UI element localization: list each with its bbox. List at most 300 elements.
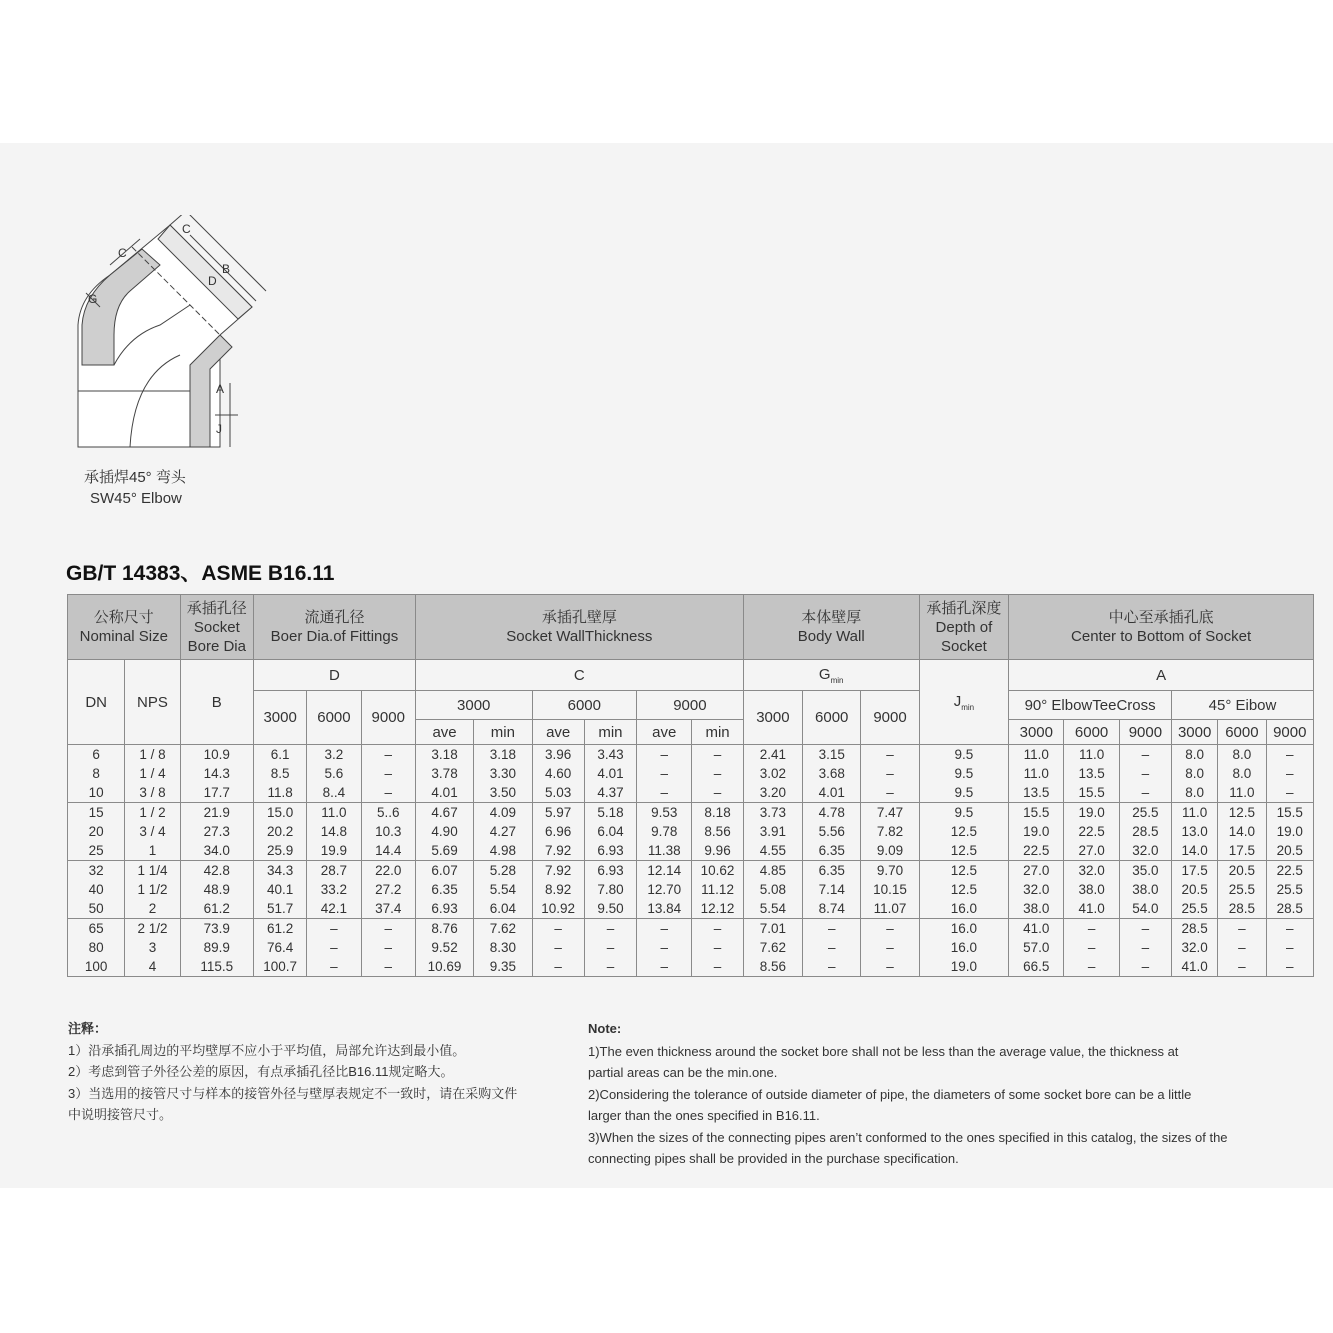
table-cell-d9000 <box>361 745 415 803</box>
table-row-group <box>68 919 1314 977</box>
table-value: 3.68 <box>818 766 845 781</box>
table-value: 5.97 <box>545 805 572 820</box>
header-a45-9000: 9000 <box>1266 720 1313 745</box>
table-cell-d6000 <box>307 745 361 803</box>
table-value: – <box>1141 785 1150 800</box>
notes-cn-line-1: 1）沿承插孔周边的平均壁厚不应小于平均值，局部允许达到最小值。 <box>68 1042 466 1058</box>
table-value: 11.0 <box>1078 747 1105 762</box>
table-value: – <box>384 921 392 936</box>
table-value: 15 <box>88 805 104 820</box>
header-socket-wall: 承插孔壁厚 Socket WallThickness <box>415 595 743 660</box>
table-value: – <box>554 959 562 974</box>
table-value: 12.5 <box>1228 805 1256 820</box>
table-value: 20.2 <box>267 824 294 839</box>
table-value: 8.74 <box>818 901 845 916</box>
table-value: – <box>1141 747 1150 762</box>
table-value: – <box>1141 921 1150 936</box>
table-cell-d3000 <box>254 745 307 803</box>
table-value: 14.8 <box>320 824 348 839</box>
table-value: 25.5 <box>1181 901 1208 916</box>
table-value: 25.5 <box>1276 882 1303 897</box>
table-cell-a45-6000 <box>1218 803 1266 861</box>
table-value: 19.9 <box>320 843 348 858</box>
table-cell-c9000min <box>692 861 743 919</box>
table-cell-c3000ave <box>415 861 473 919</box>
notes-cn-heading: 注释： <box>68 1021 108 1036</box>
header-d: D <box>254 660 416 691</box>
table-cell-g9000 <box>861 861 919 919</box>
table-value: – <box>1286 785 1294 800</box>
header-center-bottom: 中心至承插孔底 Center to Bottom of Socket <box>1009 595 1314 660</box>
table-cell-c9000min <box>692 745 743 803</box>
table-cell-d9000 <box>361 861 415 919</box>
table-value: 48.9 <box>203 882 230 897</box>
table-value: 6.35 <box>818 843 845 858</box>
dim-label-a: A <box>216 382 225 396</box>
table-value: – <box>384 766 392 781</box>
table-value: 13.84 <box>647 901 682 916</box>
table-cell-d9000 <box>361 803 415 861</box>
table-value: – <box>1087 959 1096 974</box>
table-value: 4.98 <box>489 843 517 858</box>
table-value: 7.92 <box>545 843 572 858</box>
table-value: – <box>660 766 668 781</box>
table-value: 16.0 <box>950 901 978 916</box>
table-cell-a90-6000 <box>1064 803 1119 861</box>
table-cell-a90-3000 <box>1009 919 1064 977</box>
table-value: 7.62 <box>759 940 787 955</box>
table-value: – <box>606 940 615 955</box>
header-d-6000: 6000 <box>307 691 361 745</box>
table-value: 5.56 <box>818 824 845 839</box>
table-value: 12.14 <box>647 863 682 878</box>
standard-title: GB/T 14383、ASME B16.11 <box>66 562 335 585</box>
table-value: 3.43 <box>597 747 624 762</box>
table-cell-c9000min <box>692 803 743 861</box>
table-body <box>68 745 1314 977</box>
table-value: 2 1/2 <box>137 921 168 936</box>
table-cell-b <box>180 745 253 803</box>
table-value: – <box>1238 921 1246 936</box>
table-value: 89.9 <box>203 940 230 955</box>
table-value: 4.27 <box>489 824 517 839</box>
table-cell-g3000 <box>743 803 802 861</box>
table-value: 8.18 <box>704 805 731 820</box>
table-cell-a90-3000 <box>1009 745 1064 803</box>
table-cell-g6000 <box>803 803 861 861</box>
table-cell-c6000ave <box>532 803 584 861</box>
table-value: 15.0 <box>267 805 294 820</box>
table-cell-a45-9000 <box>1266 919 1313 977</box>
table-value: 42.1 <box>320 901 348 916</box>
table-value: 7.01 <box>759 921 787 936</box>
table-value: – <box>384 940 392 955</box>
table-value: 14.3 <box>203 766 230 781</box>
table-cell-a90-3000 <box>1009 861 1064 919</box>
table-value: 4.85 <box>759 863 787 878</box>
table-value: 115.5 <box>200 959 234 974</box>
table-cell-nps <box>125 803 180 861</box>
table-value: 6.93 <box>597 863 624 878</box>
dim-label-c1: C <box>118 246 127 260</box>
table-value: 8.76 <box>431 921 458 936</box>
table-cell-g3000 <box>743 861 802 919</box>
table-value: – <box>886 959 894 974</box>
table-cell-c6000ave <box>532 745 584 803</box>
header-elbow-90: 90° ElbowTeeCross <box>1009 691 1172 720</box>
table-value: 10.3 <box>375 824 402 839</box>
table-value: 65 <box>88 921 104 936</box>
table-cell-b <box>180 803 253 861</box>
table-cell-nps <box>125 861 180 919</box>
notes-en-line-1: 1)The even thickness around the socket bore shall not be less than the average value, the thickness at partial areas can be the min.one. <box>588 1043 1179 1080</box>
table-value: 20.5 <box>1181 882 1208 897</box>
table-value: 34.3 <box>267 863 294 878</box>
table-value: – <box>660 747 668 762</box>
table-cell-c6000min <box>584 861 636 919</box>
table-value: 38.0 <box>1023 901 1050 916</box>
table-value: 41.0 <box>1078 901 1105 916</box>
table-value: – <box>713 747 722 762</box>
table-value: 20.5 <box>1276 843 1303 858</box>
header-d-3000: 3000 <box>254 691 307 745</box>
dim-label-g: G <box>88 292 98 306</box>
table-value: 22.0 <box>375 863 402 878</box>
table-cell-j <box>919 745 1008 803</box>
table-value: 22.5 <box>1078 824 1105 839</box>
table-value: – <box>1286 959 1294 974</box>
table-value: 28.5 <box>1276 901 1303 916</box>
table-value: 4.67 <box>431 805 458 820</box>
table-cell-a45-6000 <box>1218 745 1266 803</box>
table-cell-a45-3000 <box>1172 745 1218 803</box>
notes-cn-line-2: 2）考虑到管子外径公差的原因，有点承插孔径比B16.11规定略大。 <box>68 1064 454 1079</box>
table-value: 5.54 <box>489 882 517 897</box>
table-value: 28.5 <box>1181 921 1208 936</box>
table-value: – <box>1087 940 1096 955</box>
table-cell-nps <box>125 919 180 977</box>
table-cell-c9000ave <box>637 803 692 861</box>
header-g-3000: 3000 <box>743 691 802 745</box>
table-value: 50 <box>88 901 104 916</box>
table-value: 5.69 <box>431 843 458 858</box>
header-boer-dia: 流通孔径 Boer Dia.of Fittings <box>254 595 416 660</box>
table-value: 41.0 <box>1023 921 1050 936</box>
table-cell-b <box>180 861 253 919</box>
table-value: 7.92 <box>545 863 572 878</box>
table-cell-b <box>180 919 253 977</box>
table-value: – <box>886 785 894 800</box>
table-value: – <box>1286 766 1294 781</box>
table-value: 12.5 <box>950 882 978 897</box>
table-value: 3 / 4 <box>139 824 166 839</box>
table-value: 14.4 <box>375 843 402 858</box>
table-value: 10.15 <box>873 882 907 897</box>
dim-label-b: B <box>222 262 231 276</box>
table-value: 7.82 <box>876 824 904 839</box>
table-value: 4.01 <box>818 785 845 800</box>
table-value: 3.96 <box>545 747 572 762</box>
table-value: 61.2 <box>203 901 230 916</box>
table-value: 12.5 <box>950 843 978 858</box>
table-value: 9.09 <box>876 843 904 858</box>
table-cell-dn <box>68 745 125 803</box>
table-value: 21.9 <box>203 805 230 820</box>
dim-label-d: D <box>208 274 217 288</box>
table-value: 10.62 <box>700 863 735 878</box>
table-value: 6.93 <box>431 901 458 916</box>
table-value: 5.08 <box>759 882 787 897</box>
table-value: – <box>713 921 722 936</box>
header-c-9000-min: min <box>692 720 743 745</box>
table-cell-d6000 <box>307 803 361 861</box>
header-socket-bore: 承插孔径 Socket Bore Dia <box>180 595 253 660</box>
table-value: 1 / 2 <box>139 805 166 820</box>
header-nominal-size: 公称尺寸 Nominal Size <box>68 595 181 660</box>
table-value: – <box>886 921 894 936</box>
table-cell-c3000min <box>474 861 532 919</box>
table-value: – <box>713 959 722 974</box>
table-cell-a45-3000 <box>1172 803 1218 861</box>
table-cell-c9000ave <box>637 861 692 919</box>
header-c-9000-ave: ave <box>637 720 692 745</box>
table-value: 8.30 <box>489 940 517 955</box>
table-cell-d6000 <box>307 861 361 919</box>
table-value: 15.5 <box>1276 805 1303 820</box>
header-a45-6000: 6000 <box>1218 720 1266 745</box>
header-depth-socket: 承插孔深度 Depth of Socket <box>919 595 1008 660</box>
table-value: – <box>1141 959 1150 974</box>
header-dn: DN <box>68 660 125 745</box>
table-value: 13.5 <box>1078 766 1105 781</box>
table-value: – <box>384 747 392 762</box>
table-value: 12.70 <box>647 882 682 897</box>
table-value: 54.0 <box>1132 901 1159 916</box>
table-value: – <box>1286 747 1294 762</box>
table-value: 19.0 <box>1023 824 1050 839</box>
table-cell-j <box>919 861 1008 919</box>
table-value: 3 <box>148 940 157 955</box>
table-value: 100 <box>84 959 108 974</box>
table-value: 3 / 8 <box>139 785 166 800</box>
table-value: 11.38 <box>647 843 681 858</box>
table-cell-c3000min <box>474 803 532 861</box>
table-value: 11.0 <box>1182 805 1208 820</box>
table-value: 40.1 <box>267 882 294 897</box>
table-value: 32.0 <box>1023 882 1050 897</box>
table-value: 3.02 <box>759 766 787 781</box>
table-value: 19.0 <box>1276 824 1303 839</box>
table-value: 40 <box>88 882 104 897</box>
table-cell-c9000ave <box>637 745 692 803</box>
table-value: 6 <box>92 747 100 762</box>
table-value: 5.28 <box>489 863 517 878</box>
table-value: 9.5 <box>954 766 974 781</box>
table-value: 32.0 <box>1132 843 1159 858</box>
table-cell-a90-6000 <box>1064 745 1119 803</box>
table-value: – <box>1238 959 1246 974</box>
table-value: 19.0 <box>1078 805 1105 820</box>
table-value: 9.35 <box>489 959 517 974</box>
table-value: 4.37 <box>597 785 624 800</box>
table-value: – <box>660 940 668 955</box>
table-cell-g3000 <box>743 745 802 803</box>
table-value: 10.69 <box>427 959 462 974</box>
table-value: 6.04 <box>489 901 517 916</box>
table-cell-j <box>919 919 1008 977</box>
table-cell-a45-9000 <box>1266 803 1313 861</box>
elbow-drawing <box>70 215 270 455</box>
table-cell-j <box>919 803 1008 861</box>
header-nps: NPS <box>125 660 180 745</box>
table-value: 14.0 <box>1181 843 1208 858</box>
table-value: – <box>554 921 562 936</box>
table-value: 6.93 <box>597 843 624 858</box>
table-value: – <box>827 959 836 974</box>
table-cell-g9000 <box>861 803 919 861</box>
table-value: 9.53 <box>651 805 678 820</box>
header-a90-9000: 9000 <box>1119 720 1171 745</box>
table-value: – <box>330 959 338 974</box>
table-cell-a90-9000 <box>1119 803 1171 861</box>
table-value: 8.0 <box>1185 785 1205 800</box>
table-value: 25.5 <box>1132 805 1159 820</box>
table-cell-c3000ave <box>415 745 473 803</box>
header-a: A <box>1009 660 1314 691</box>
table-value: 61.2 <box>267 921 294 936</box>
header-c-6000-ave: ave <box>532 720 584 745</box>
table-value: 8.56 <box>759 959 787 974</box>
table-value: 11.0 <box>1023 766 1049 781</box>
table-value: 8 <box>92 766 100 781</box>
table-value: 8.0 <box>1232 747 1252 762</box>
table-value: 9.52 <box>431 940 458 955</box>
table-value: 3.2 <box>324 747 344 762</box>
table-value: 11.0 <box>1229 785 1255 800</box>
notes-cn-line-3: 3）当选用的接管尺寸与样本的接管外径与壁厚表规定不一致时，请在采购文件中说明接管尺寸。 <box>68 1085 518 1122</box>
header-g-9000: 9000 <box>861 691 919 745</box>
table-value: 25.9 <box>267 843 294 858</box>
header-a45-3000: 3000 <box>1172 720 1218 745</box>
table-value: – <box>827 940 836 955</box>
notes-english <box>588 1018 1248 1170</box>
table-value: – <box>886 747 894 762</box>
header-j: $J_{min}$ <box>919 660 1008 745</box>
header-a90-6000: 6000 <box>1064 720 1119 745</box>
table-value: 9.5 <box>954 805 974 820</box>
table-value: 100.7 <box>263 959 298 974</box>
table-value: – <box>660 921 668 936</box>
table-value: 8.92 <box>545 882 572 897</box>
table-cell-d3000 <box>254 919 307 977</box>
table-value: 10.92 <box>541 901 576 916</box>
table-value: – <box>1286 921 1294 936</box>
table-value: – <box>1286 940 1294 955</box>
table-value: 4.01 <box>597 766 624 781</box>
table-value: 28.5 <box>1228 901 1256 916</box>
table-value: – <box>330 940 338 955</box>
table-value: 16.0 <box>950 921 978 936</box>
table-value: – <box>1087 921 1096 936</box>
table-value: 6.04 <box>597 824 624 839</box>
table-value: 9.5 <box>954 747 974 762</box>
table-value: 4 <box>148 959 157 974</box>
header-d-9000: 9000 <box>361 691 415 745</box>
table-cell-g6000 <box>803 745 861 803</box>
table-value: 7.47 <box>876 805 904 820</box>
table-cell-a90-9000 <box>1119 745 1171 803</box>
table-value: 3.18 <box>489 747 517 762</box>
table-value: 51.7 <box>267 901 294 916</box>
table-value: 20.5 <box>1228 863 1256 878</box>
table-value: 4.78 <box>818 805 845 820</box>
table-value: 14.0 <box>1228 824 1256 839</box>
table-cell-c3000min <box>474 919 532 977</box>
table-value: 7.62 <box>489 921 517 936</box>
table-value: 73.9 <box>203 921 230 936</box>
table-value: 11.8 <box>267 785 293 800</box>
table-cell-c6000min <box>584 803 636 861</box>
table-value: 6.07 <box>431 863 458 878</box>
table-value: 11.0 <box>321 805 347 820</box>
table-value: – <box>330 921 338 936</box>
table-value: – <box>1141 940 1150 955</box>
table-cell-c6000ave <box>532 861 584 919</box>
table-value: 3.73 <box>759 805 787 820</box>
table-cell-d6000 <box>307 919 361 977</box>
table-cell-d3000 <box>254 803 307 861</box>
table-value: 41.0 <box>1181 959 1208 974</box>
table-value: – <box>606 959 615 974</box>
table-value: 27.0 <box>1023 863 1050 878</box>
drawing-caption-en: SW45° Elbow <box>90 490 182 507</box>
table-value: 4.09 <box>489 805 517 820</box>
table-value: – <box>713 766 722 781</box>
table-cell-a45-6000 <box>1218 919 1266 977</box>
table-value: 5.18 <box>597 805 624 820</box>
table-value: 6.96 <box>545 824 572 839</box>
table-value: – <box>660 785 668 800</box>
table-value: 80 <box>88 940 104 955</box>
header-a90-3000: 3000 <box>1009 720 1064 745</box>
table-cell-c6000min <box>584 745 636 803</box>
table-value: 10 <box>88 785 104 800</box>
table-value: 25.5 <box>1228 882 1256 897</box>
table-value: 6.35 <box>431 882 458 897</box>
table-value: 57.0 <box>1023 940 1050 955</box>
table-value: 37.4 <box>375 901 402 916</box>
table-cell-c6000min <box>584 919 636 977</box>
table-cell-c3000ave <box>415 803 473 861</box>
table-value: 32.0 <box>1181 940 1208 955</box>
table-cell-a45-6000 <box>1218 861 1266 919</box>
table-value: 76.4 <box>267 940 294 955</box>
table-cell-d3000 <box>254 861 307 919</box>
table-value: 11.07 <box>873 901 907 916</box>
header-c-3000-ave: ave <box>415 720 473 745</box>
table-value: – <box>1141 766 1150 781</box>
table-value: – <box>554 940 562 955</box>
table-value: 8.0 <box>1185 766 1205 781</box>
table-cell-a45-3000 <box>1172 861 1218 919</box>
table-value: 9.5 <box>954 785 974 800</box>
table-value: 32 <box>88 863 104 878</box>
table-value: 20 <box>88 824 104 839</box>
table-value: 27.0 <box>1078 843 1105 858</box>
table-value: 7.80 <box>597 882 624 897</box>
table-value: 8.5 <box>270 766 290 781</box>
table-value: 9.50 <box>597 901 624 916</box>
